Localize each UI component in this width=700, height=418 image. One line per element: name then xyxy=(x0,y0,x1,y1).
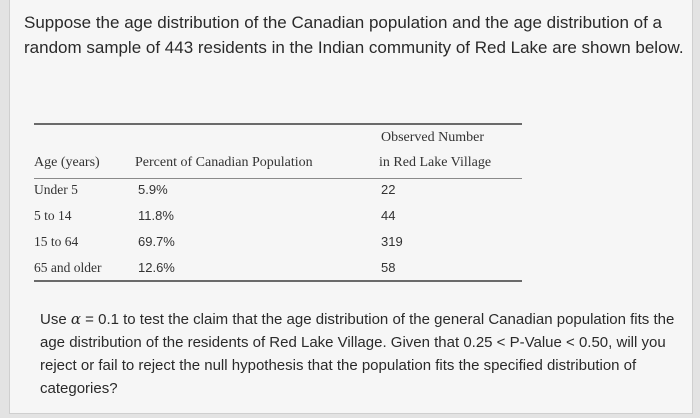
table-header-rule xyxy=(34,178,522,179)
question-card xyxy=(9,0,693,414)
row-3-observed: 319 xyxy=(381,234,403,249)
question-body: to test the claim that the age distribution of the general Canadian population fits the age distribution of the residents of Red Lake Village. Given that 0.25 < P-Value < 0.50, will you reject or fail to reject the null hypothesis that the population fits the specified distribution of categories? xyxy=(40,311,675,397)
header-observed-line2: in Red Lake Village xyxy=(379,155,492,170)
row-4-age: 65 and older xyxy=(34,260,102,275)
header-percent: Percent of Canadian Population xyxy=(135,155,313,170)
question-prefix: Use xyxy=(40,311,67,328)
alpha-value: = 0.1 xyxy=(85,311,119,328)
row-1-observed: 22 xyxy=(381,182,396,197)
row-3-age: 15 to 64 xyxy=(34,234,79,249)
row-3-percent: 69.7% xyxy=(138,234,175,249)
header-observed-line1: Observed Number xyxy=(381,130,485,145)
header-age: Age (years) xyxy=(34,155,100,170)
intro-paragraph: Suppose the age distribution of the Canadian population and the age distribution of a random sample of 443 residents in the Indian community of Red Lake are shown below. xyxy=(24,13,684,57)
alpha-symbol: α xyxy=(70,310,81,328)
table-top-rule xyxy=(34,123,522,125)
row-2-age: 5 to 14 xyxy=(34,208,72,223)
row-1-age: Under 5 xyxy=(34,182,78,197)
row-2-observed: 44 xyxy=(381,208,396,223)
row-2-percent: 11.8% xyxy=(138,208,174,223)
distribution-table xyxy=(34,118,522,283)
row-4-percent: 12.6% xyxy=(138,260,175,275)
question-paragraph xyxy=(40,308,690,400)
row-1-percent: 5.9% xyxy=(138,182,168,197)
row-4-observed: 58 xyxy=(381,260,396,275)
table-bottom-rule xyxy=(34,280,522,282)
